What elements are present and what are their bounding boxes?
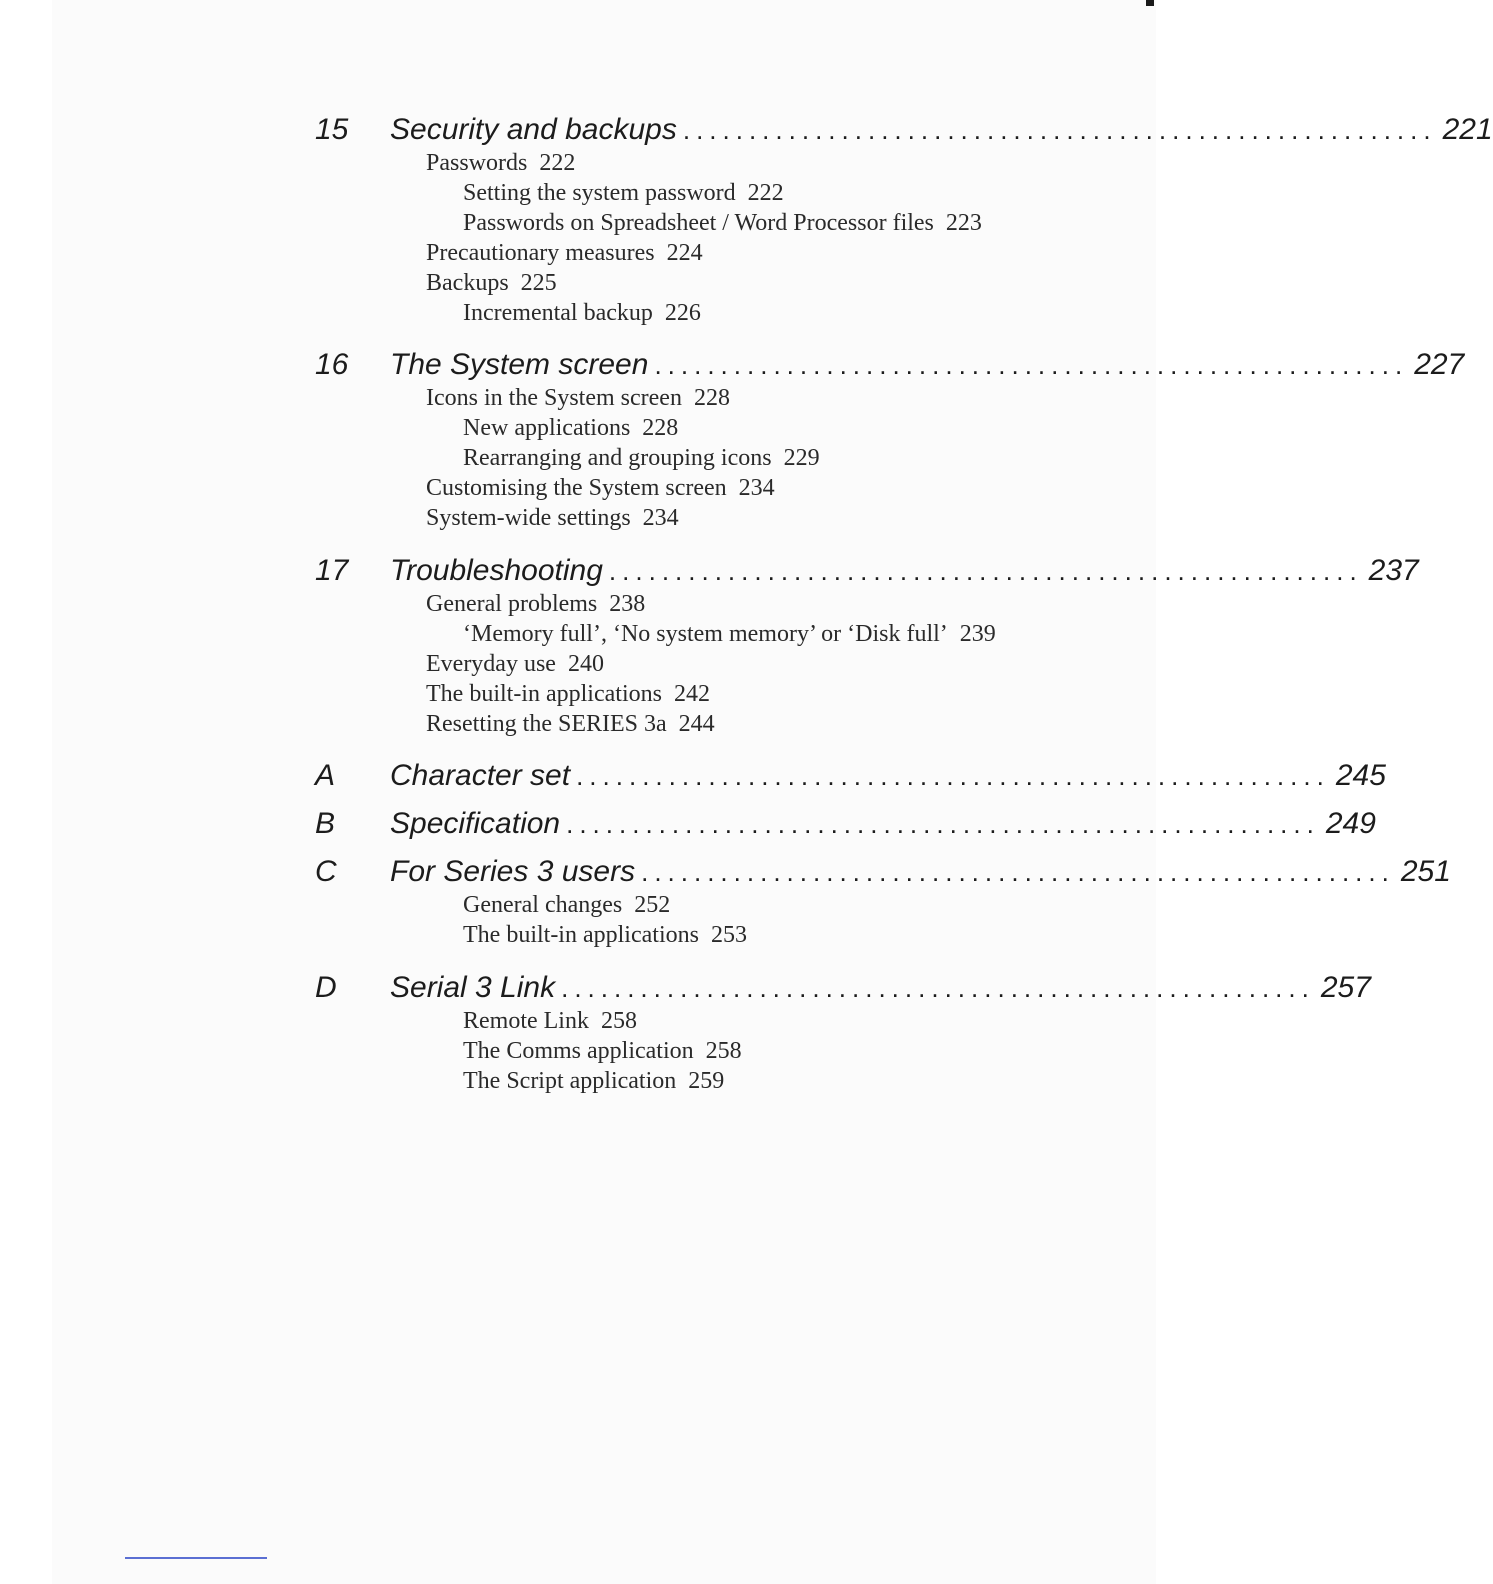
chapter-number: 16 bbox=[315, 348, 349, 381]
chapter-number: C bbox=[315, 855, 337, 888]
entry-page: 258 bbox=[705, 1038, 742, 1064]
toc-appendix bbox=[0, 806, 1376, 842]
entry-title: System-wide settings bbox=[426, 505, 631, 531]
entry-title: The Comms application bbox=[463, 1038, 694, 1064]
entry-title: ‘Memory full’, ‘No system memory’ or ‘Disk full’ bbox=[463, 621, 948, 647]
chapter-page: 221 bbox=[1442, 113, 1493, 146]
toc-entry[interactable] bbox=[0, 709, 1224, 739]
entry-title: Precautionary measures bbox=[426, 240, 655, 266]
entry-page: 226 bbox=[664, 300, 701, 326]
leader-dots: ......................................................... bbox=[608, 556, 1363, 586]
chapter-title: The System screen bbox=[390, 348, 649, 381]
chapter-title: Serial 3 Link bbox=[390, 971, 556, 1004]
entry-page: 222 bbox=[539, 150, 576, 176]
toc-entry[interactable] bbox=[0, 383, 1224, 413]
entry-page: 228 bbox=[642, 415, 679, 441]
entry-title: The built-in applications bbox=[426, 681, 662, 707]
entry-title: General problems bbox=[426, 591, 598, 617]
leader-dots: ......................................................... bbox=[654, 350, 1409, 380]
chapter-number: 15 bbox=[315, 113, 349, 146]
entry-page: 234 bbox=[738, 475, 775, 501]
toc-appendix bbox=[0, 970, 1371, 1096]
entry-title: Incremental backup bbox=[463, 300, 653, 326]
toc-entry[interactable] bbox=[0, 298, 1224, 328]
entry-title: Resetting the SERIES 3a bbox=[426, 711, 667, 737]
entry-page: 222 bbox=[747, 180, 784, 206]
chapter-page: 227 bbox=[1414, 348, 1465, 381]
chapter-heading[interactable] bbox=[0, 553, 1419, 589]
leader-dots: ......................................................... bbox=[576, 761, 1330, 791]
toc-entry[interactable] bbox=[0, 268, 1224, 298]
entry-title: Remote Link bbox=[463, 1008, 589, 1034]
entry-page: 252 bbox=[634, 892, 671, 918]
entry-page: 229 bbox=[783, 445, 820, 471]
entry-page: 234 bbox=[642, 505, 679, 531]
toc-entry[interactable] bbox=[0, 503, 1224, 533]
chapter-page: 257 bbox=[1320, 971, 1371, 1004]
entry-page: 258 bbox=[600, 1008, 637, 1034]
chapter-title: Security and backups bbox=[390, 113, 677, 146]
toc-entry[interactable] bbox=[0, 473, 1224, 503]
chapter-page: 237 bbox=[1368, 554, 1419, 587]
entry-title: Rearranging and grouping icons bbox=[463, 445, 772, 471]
chapter-heading[interactable] bbox=[0, 112, 1493, 148]
toc-appendix bbox=[0, 854, 1451, 950]
corner-mark bbox=[1146, 0, 1154, 6]
entry-title: New applications bbox=[463, 415, 631, 441]
chapter-number: D bbox=[315, 971, 337, 1004]
toc-entry[interactable] bbox=[0, 208, 1224, 238]
entry-title: Passwords bbox=[426, 150, 528, 176]
entry-page: 228 bbox=[693, 385, 730, 411]
entry-title: Setting the system password bbox=[463, 180, 736, 206]
toc-entry[interactable] bbox=[0, 619, 1224, 649]
entry-page: 238 bbox=[609, 591, 646, 617]
chapter-title: Character set bbox=[390, 759, 571, 792]
entry-title: The built-in applications bbox=[463, 922, 699, 948]
bottom-rule bbox=[125, 1557, 267, 1559]
entry-page: 223 bbox=[945, 210, 982, 236]
chapter-number: 17 bbox=[315, 554, 349, 587]
toc-entry[interactable] bbox=[0, 1036, 1224, 1066]
entry-page: 244 bbox=[678, 711, 715, 737]
toc-entry[interactable] bbox=[0, 679, 1224, 709]
chapter-heading[interactable] bbox=[0, 806, 1376, 842]
chapter-heading[interactable] bbox=[0, 758, 1386, 794]
toc-entry[interactable] bbox=[0, 443, 1224, 473]
entry-title: Everyday use bbox=[426, 651, 556, 677]
toc-entry[interactable] bbox=[0, 589, 1224, 619]
entry-title: The Script application bbox=[463, 1068, 677, 1094]
leader-dots: ......................................................... bbox=[682, 115, 1437, 145]
chapter-page: 245 bbox=[1335, 759, 1386, 792]
toc-entry[interactable] bbox=[0, 649, 1224, 679]
leader-dots: ......................................................... bbox=[641, 857, 1395, 887]
entry-page: 259 bbox=[688, 1068, 725, 1094]
toc-entry[interactable] bbox=[0, 238, 1224, 268]
chapter-number: B bbox=[315, 807, 336, 840]
entry-page: 242 bbox=[673, 681, 710, 707]
entry-page: 239 bbox=[959, 621, 996, 647]
toc-entry[interactable] bbox=[0, 890, 1224, 920]
chapter-title: Troubleshooting bbox=[390, 554, 603, 587]
entry-title: Customising the System screen bbox=[426, 475, 727, 501]
chapter-title: Specification bbox=[390, 807, 561, 840]
toc-chapter bbox=[0, 112, 1493, 328]
toc-entry[interactable] bbox=[0, 178, 1224, 208]
entry-page: 225 bbox=[520, 270, 557, 296]
toc-entry[interactable] bbox=[0, 1066, 1224, 1096]
entry-page: 240 bbox=[567, 651, 604, 677]
chapter-heading[interactable] bbox=[0, 347, 1465, 383]
chapter-title: For Series 3 users bbox=[390, 855, 636, 888]
chapter-page: 249 bbox=[1325, 807, 1376, 840]
chapter-page: 251 bbox=[1400, 855, 1451, 888]
toc-entry[interactable] bbox=[0, 148, 1224, 178]
leader-dots: ......................................................... bbox=[566, 809, 1320, 839]
entry-page: 224 bbox=[666, 240, 703, 266]
entry-title: Icons in the System screen bbox=[426, 385, 682, 411]
toc-entry[interactable] bbox=[0, 920, 1224, 950]
toc-chapter bbox=[0, 347, 1465, 533]
chapter-heading[interactable] bbox=[0, 970, 1371, 1006]
chapter-heading[interactable] bbox=[0, 854, 1451, 890]
toc-entry[interactable] bbox=[0, 1006, 1224, 1036]
entry-title: Passwords on Spreadsheet / Word Processor files bbox=[463, 210, 934, 236]
entry-page: 253 bbox=[710, 922, 747, 948]
entry-title: Backups bbox=[426, 270, 509, 296]
toc-appendix bbox=[0, 758, 1386, 794]
entry-title: General changes bbox=[463, 892, 623, 918]
toc-chapter bbox=[0, 553, 1419, 739]
leader-dots: ......................................................... bbox=[561, 973, 1315, 1003]
toc-entry[interactable] bbox=[0, 413, 1224, 443]
chapter-number: A bbox=[315, 759, 336, 792]
